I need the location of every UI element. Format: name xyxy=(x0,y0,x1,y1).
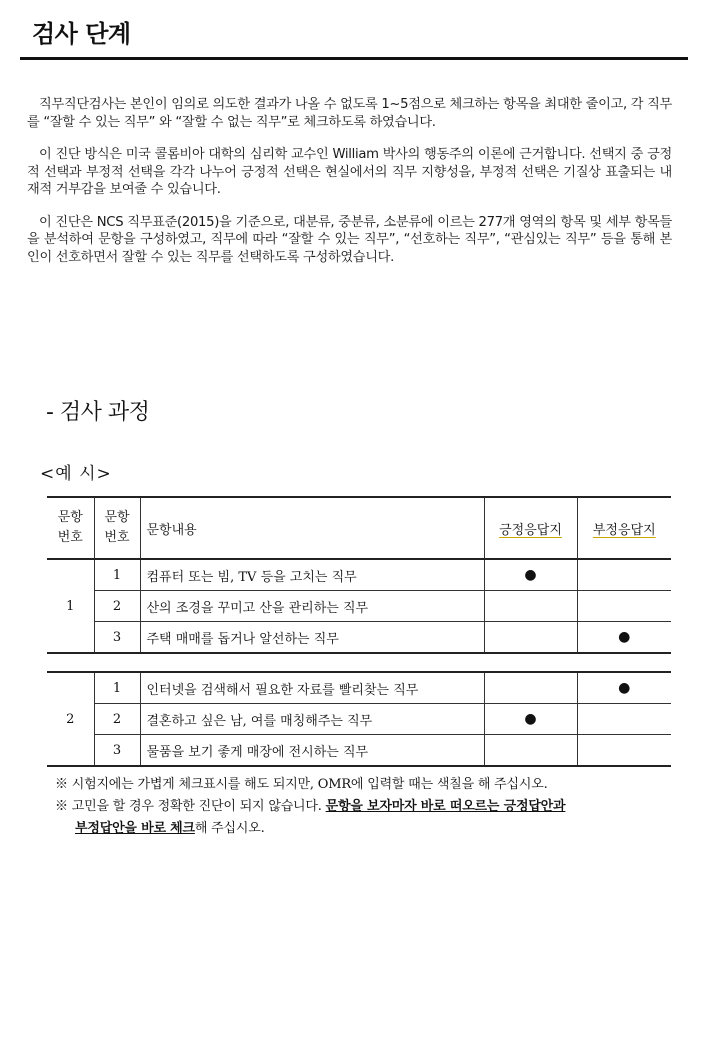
item-text: 주택 매매를 돕거나 알선하는 직무 xyxy=(140,622,484,654)
negative-mark[interactable] xyxy=(577,735,671,767)
positive-mark[interactable] xyxy=(484,622,577,654)
note-instruction: ※ 고민을 할 경우 정확한 진단이 되지 않습니다. 문항을 보자마자 바로 떠오르는 긍정답안과 xyxy=(55,799,566,814)
negative-mark[interactable]: ● xyxy=(577,622,671,654)
note-instruction-cont: 부정답안을 바로 체크해 주십시오. xyxy=(75,821,265,836)
positive-mark[interactable] xyxy=(484,735,577,767)
page-title: 검사 단계 xyxy=(32,20,131,48)
group-number: 2 xyxy=(47,672,94,766)
negative-mark[interactable] xyxy=(577,704,671,735)
intro-text xyxy=(27,96,672,281)
table-row xyxy=(47,591,671,622)
table-row xyxy=(47,735,671,767)
section-title: - 검사 과정 xyxy=(46,400,150,425)
example-label: <예 시> xyxy=(40,464,112,484)
example-table-group-1 xyxy=(47,496,671,654)
table-header-row xyxy=(47,497,671,559)
header-positive: 긍정응답지 xyxy=(484,497,577,559)
table-row xyxy=(47,704,671,735)
header-negative: 부정응답지 xyxy=(577,497,671,559)
positive-mark[interactable] xyxy=(484,591,577,622)
negative-mark[interactable]: ● xyxy=(577,672,671,704)
header-group-number: 문항 번호 xyxy=(47,497,94,559)
example-table-group-2 xyxy=(47,671,671,767)
negative-mark[interactable] xyxy=(577,559,671,591)
item-number: 1 xyxy=(94,559,140,591)
item-text: 컴퓨터 또는 빔, TV 등을 고치는 직무 xyxy=(140,559,484,591)
notes xyxy=(55,774,695,840)
item-number: 2 xyxy=(94,591,140,622)
item-number: 3 xyxy=(94,735,140,767)
header-content: 문항내용 xyxy=(140,497,484,559)
intro-paragraph: 직무직단검사는 본인이 임의로 의도한 결과가 나올 수 없도록 1~5점으로 체크하는 항목을 최대한 줄이고, 각 직무를 “잘할 수 있는 직무” 와 “잘할 수 없는 직무”로 체크하도록 하였습니다. xyxy=(27,97,672,130)
item-text: 산의 조경을 꾸미고 산을 관리하는 직무 xyxy=(140,591,484,622)
header-item-number: 문항 번호 xyxy=(94,497,140,559)
item-text: 물품을 보기 좋게 매장에 전시하는 직무 xyxy=(140,735,484,767)
title-divider xyxy=(20,57,688,60)
table-row xyxy=(47,672,671,704)
positive-mark[interactable]: ● xyxy=(484,704,577,735)
item-text: 결혼하고 싶은 남, 여를 매칭해주는 직무 xyxy=(140,704,484,735)
item-number: 2 xyxy=(94,704,140,735)
positive-mark[interactable] xyxy=(484,672,577,704)
note-omr: ※ 시험지에는 가볍게 체크표시를 해도 되지만, OMR에 입력할 때는 색칠을 해 주십시오. xyxy=(55,777,548,792)
table-row xyxy=(47,559,671,591)
table-row xyxy=(47,622,671,654)
item-text: 인터넷을 검색해서 필요한 자료를 빨리찾는 직무 xyxy=(140,672,484,704)
item-number: 3 xyxy=(94,622,140,654)
negative-mark[interactable] xyxy=(577,591,671,622)
item-number: 1 xyxy=(94,672,140,704)
group-number: 1 xyxy=(47,559,94,653)
intro-paragraph: 이 진단은 NCS 직무표준(2015)을 기준으로, 대분류, 중분류, 소분류에 이르는 277개 영역의 항목 및 세부 항목들을 분석하여 문항을 구성하였고, 직무에 따라 “잘할 수 있는 직무”, “선호하는 직무”, “관심있는 직무” 등을 통해 본인이 선호하면서 잘할 수 있는 직무를 선택하도록 구성하였습니다. xyxy=(27,214,672,265)
intro-paragraph: 이 진단 방식은 미국 콜롬비아 대학의 심리학 교수인 William 박사의 행동주의 이론에 근거합니다. 선택지 중 긍정적 선택과 부정적 선택을 각각 나누어 긍정적 선택은 현실에서의 직무 지향성을, 부정적 선택은 기질상 표출되는 내재적 거부감을 보여줄 수 있습니다. xyxy=(27,147,672,197)
positive-mark[interactable]: ● xyxy=(484,559,577,591)
